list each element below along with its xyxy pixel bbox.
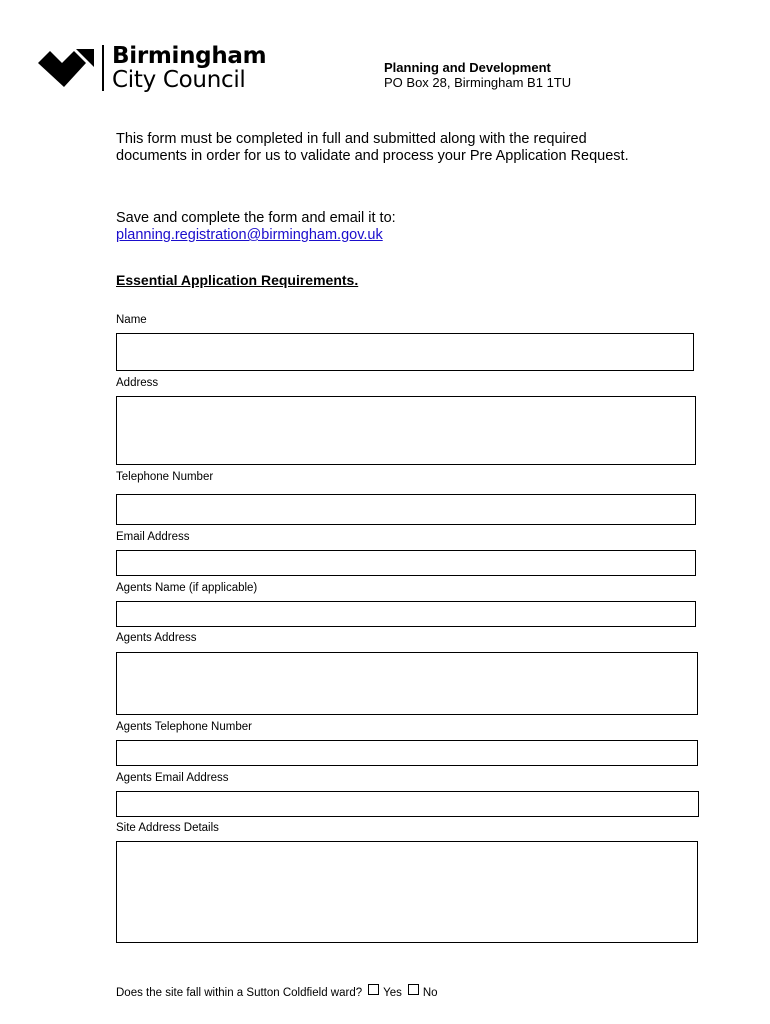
agents-address-field[interactable] [116,652,698,715]
agents-name-label: Agents Name (if applicable) [116,582,258,594]
address-field[interactable] [116,396,696,465]
section-heading: Essential Application Requirements. [116,272,359,288]
agents-telephone-field[interactable] [116,740,698,766]
site-address-label: Site Address Details [116,822,219,834]
email-label: Email Address [116,531,190,543]
site-address-field[interactable] [116,841,698,943]
heart-icon [36,45,98,91]
sutton-coldfield-question [116,984,438,999]
name-label: Name [116,314,147,326]
department-address: PO Box 28, Birmingham B1 1TU [384,75,572,90]
yes-label: Yes [383,987,402,999]
save-instructions [116,210,636,244]
email-field[interactable] [116,550,696,576]
intro-text: This form must be completed in full and submitted along with the required documents in order for us to validate and process your Pre Application Request. [116,131,629,164]
no-checkbox[interactable] [408,984,419,995]
telephone-field[interactable] [116,494,696,525]
agents-telephone-label: Agents Telephone Number [116,721,252,733]
agents-email-field[interactable] [116,791,699,817]
logo-title: Birmingham [112,43,267,69]
no-label: No [422,987,438,999]
email-link[interactable]: planning.registration@birmingham.gov.uk [116,227,383,243]
logo-subtitle: City Council [112,67,246,93]
yes-checkbox[interactable] [368,984,379,995]
agents-address-label: Agents Address [116,632,197,644]
save-text: Save and complete the form and email it to: [116,210,396,226]
logo-divider [102,45,104,91]
address-label: Address [116,377,159,389]
agents-email-label: Agents Email Address [116,772,229,784]
name-field[interactable] [116,333,694,371]
department-name: Planning and Development [384,60,551,75]
question-text: Does the site fall within a Sutton Coldfield ward? [116,987,363,999]
council-logo [36,43,276,95]
agents-name-field[interactable] [116,601,696,627]
telephone-label: Telephone Number [116,471,214,483]
department-header [384,60,571,90]
